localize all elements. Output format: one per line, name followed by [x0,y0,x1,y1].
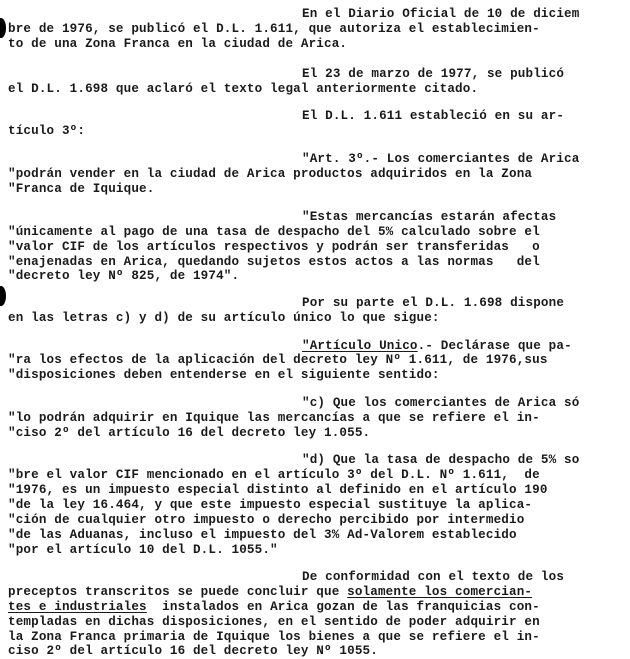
text-line: "1976, es un impuesto especial distinto al definido en el artículo 190 [8,483,548,497]
text-line: "únicamente al pago de una tasa de despacho del 5% calculado sobre el [8,225,540,239]
text-line: "de las Aduanas, incluso el impuesto del 3% Ad-Valorem establecido [8,528,517,542]
text-line: "ra los efectos de la aplicación del decreto ley Nº 1.611, de 1976,sus [8,353,548,367]
punch-hole-mark [0,286,6,306]
text-line: "podrán vender en la ciudad de Arica productos adquiridos en la Zona [8,167,533,181]
underlined-text: tes e industriales [8,600,147,614]
text-line: "enajenadas en Arica, quedando sujetos estos actos a las normas del [8,255,540,269]
underlined-text: "Artículo Unico [302,339,418,353]
text-line: "d) Que la tasa de despacho de 5% so [302,453,580,467]
text-line: to de una Zona Franca en la ciudad de Arica. [8,37,348,51]
text-line [8,600,540,615]
text-line: "disposiciones deben entenderse en el siguiente sentido: [8,368,440,382]
text-line: El D.L. 1.611 estableció en su ar- [302,109,565,123]
text-line [8,585,532,600]
text-line: De conformidad con el texto de los [302,570,565,584]
text-line: "Art. 3º.- Los comerciantes de Arica [302,152,580,166]
text-line: Por su parte el D.L. 1.698 dispone [302,296,565,310]
text-line: en las letras c) y d) de su artículo único lo que sigue: [8,311,440,325]
text-line: "por el artículo 10 del D.L. 1055." [8,543,278,557]
text-line: "lo podrán adquirir en Iquique las mercancías a que se refiere el in- [8,411,540,425]
text-line: El 23 de marzo de 1977, se publicó [302,67,565,81]
text-line: "de la ley 16.464, y que este impuesto especial sustituye la aplica- [8,498,533,512]
text-line: tículo 3º: [8,124,86,138]
text-line: el D.L. 1.698 que aclaró el texto legal anteriormente citado. [8,82,479,96]
text-span: instalados en Arica gozan de las franquicias con- [146,600,540,614]
text-line: En el Diario Oficial de 10 de diciem [302,7,580,21]
text-line: bre de 1976, se publicó el D.L. 1.611, que autoriza el establecimien- [8,22,540,36]
text-line: templadas en dichas disposiciones, en el sentido de poder adquirir en [8,615,540,629]
text-line [302,339,572,354]
punch-hole-mark [0,18,6,38]
text-line: "decreto ley Nº 825, de 1974". [8,269,240,283]
text-span: preceptos transcritos se puede concluir que [8,585,348,599]
text-line: "Estas mercancías estarán afectas [302,210,557,224]
text-line: "Franca de Iquique. [8,182,155,196]
underlined-text: solamente los comercian- [347,585,533,599]
text-span: .- Declárase que pa- [417,339,572,353]
text-line: la Zona Franca primaria de Iquique los bienes a que se refiere el in- [8,630,540,644]
text-line: ciso 2º del artículo 16 del decreto ley Nº 1055. [8,644,378,658]
text-line: "c) Que los comerciantes de Arica só [302,396,580,410]
text-line: "bre el valor CIF mencionado en el artículo 3º del D.L. Nº 1.611, de [8,468,540,482]
text-line: "ciso 2º del artículo 16 del decreto ley 1.055. [8,426,371,440]
text-line: "valor CIF de los artículos respectivos y podrán ser transferidas o [8,240,540,254]
text-line: "ción de cualquier otro impuesto o derecho percibido por intermedio [8,513,525,527]
